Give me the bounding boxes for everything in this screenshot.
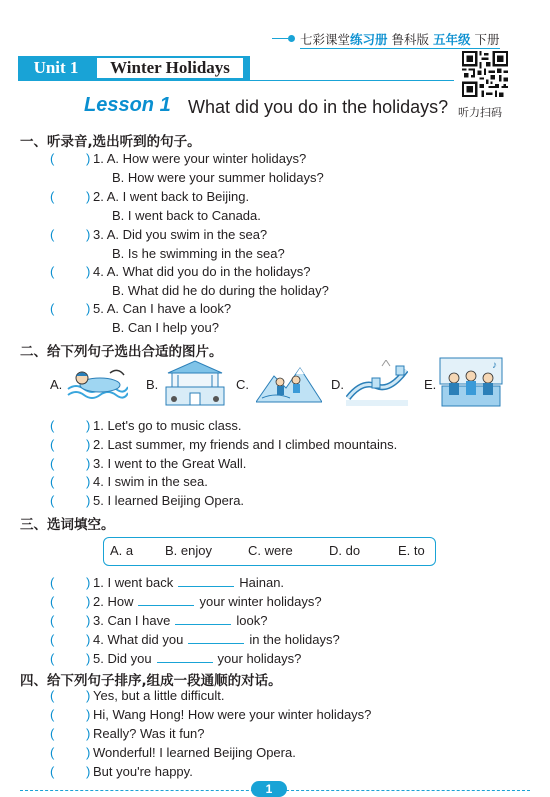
question-line xyxy=(93,301,231,316)
answer-paren-close: ) xyxy=(86,707,91,722)
option-b: B. Is he swimming in the sea? xyxy=(112,246,285,261)
answer-paren-open: ( xyxy=(50,301,55,316)
option-a: A. Did you swim in the sea? xyxy=(106,227,268,242)
answer-paren-close: ) xyxy=(86,151,91,166)
qr-caption: 听力扫码 xyxy=(458,106,502,119)
question-number: 3. xyxy=(93,613,104,628)
dialogue-line: Wonderful! I learned Beijing Opera. xyxy=(93,745,296,760)
answer-paren-close: ) xyxy=(86,437,91,452)
answer-paren-close: ) xyxy=(86,613,91,628)
sentence-end: in the holidays? xyxy=(249,632,340,647)
answer-paren-open: ( xyxy=(50,632,55,647)
picture-label-e: E. xyxy=(424,377,437,392)
answer-paren-open: ( xyxy=(50,189,55,204)
great-wall-picture-icon xyxy=(346,360,408,406)
answer-paren-open: ( xyxy=(50,474,55,489)
section-1-heading: 一、听录音,选出听到的句子。 xyxy=(20,134,201,150)
answer-paren-open: ( xyxy=(50,227,55,242)
question-line xyxy=(93,189,249,204)
lesson-label: Lesson 1 xyxy=(84,94,171,116)
dialogue-line: But you're happy. xyxy=(93,764,193,779)
blank-line[interactable] xyxy=(188,632,244,644)
question-number: 5. xyxy=(93,301,104,316)
question-number: 5. xyxy=(93,651,104,666)
header-brand: 练习册 xyxy=(350,32,388,47)
svg-text:♪: ♪ xyxy=(492,360,497,371)
header-dot xyxy=(288,35,295,42)
sentence-start: Can I have xyxy=(107,613,171,628)
answer-paren-open: ( xyxy=(50,264,55,279)
book-header xyxy=(300,30,500,48)
question-number: 4. xyxy=(93,632,104,647)
answer-paren-close: ) xyxy=(86,632,91,647)
header-underline xyxy=(300,48,500,49)
option-b: B. How were your summer holidays? xyxy=(112,170,324,185)
picture-label-c: C. xyxy=(236,377,249,392)
lesson-title: What did you do in the holidays? xyxy=(188,97,449,117)
match-sentence: 3. I went to the Great Wall. xyxy=(93,456,247,471)
sentence-start: I went back xyxy=(107,575,174,590)
answer-paren-open: ( xyxy=(50,437,55,452)
answer-paren-open: ( xyxy=(50,613,55,628)
option-b: B. I went back to Canada. xyxy=(112,208,261,223)
answer-paren-close: ) xyxy=(86,474,91,489)
blank-line[interactable] xyxy=(138,594,194,606)
page-number: 1 xyxy=(251,781,287,797)
answer-paren-open: ( xyxy=(50,575,55,590)
answer-paren-close: ) xyxy=(86,594,91,609)
answer-paren-close: ) xyxy=(86,764,91,779)
answer-paren-open: ( xyxy=(50,651,55,666)
word-option: E. to xyxy=(398,543,425,558)
header-grade: 五年级 xyxy=(433,32,471,47)
answer-paren-close: ) xyxy=(86,189,91,204)
dialogue-line: Really? Was it fun? xyxy=(93,726,205,741)
answer-paren-open: ( xyxy=(50,594,55,609)
sentence-end: your winter holidays? xyxy=(199,594,322,609)
answer-paren-close: ) xyxy=(86,456,91,471)
answer-paren-close: ) xyxy=(86,418,91,433)
answer-paren-close: ) xyxy=(86,227,91,242)
section-3-heading: 三、选词填空。 xyxy=(20,517,115,533)
option-a: A. How were your winter holidays? xyxy=(106,151,307,166)
sentence-end: look? xyxy=(236,613,268,628)
section-4-heading: 四、给下列句子排序,组成一段通顺的对话。 xyxy=(20,673,282,689)
answer-paren-open: ( xyxy=(50,456,55,471)
fill-blank-sentence xyxy=(93,613,267,628)
question-number: 4. xyxy=(93,264,104,279)
music-class-picture-icon xyxy=(438,356,504,410)
answer-paren-close: ) xyxy=(86,745,91,760)
answer-paren-open: ( xyxy=(50,418,55,433)
fill-blank-sentence xyxy=(93,575,284,590)
header-rule xyxy=(272,38,288,39)
header-volume: 下册 xyxy=(474,32,500,47)
answer-paren-open: ( xyxy=(50,151,55,166)
question-line xyxy=(93,227,267,242)
picture-label-d: D. xyxy=(331,377,344,392)
fill-blank-sentence xyxy=(93,651,301,666)
unit-label: Unit 1 xyxy=(33,58,79,77)
match-sentence: 5. I learned Beijing Opera. xyxy=(93,493,245,508)
word-option: D. do xyxy=(329,543,361,558)
question-number: 1. xyxy=(93,575,104,590)
question-line xyxy=(93,151,306,166)
match-sentence: 1. Let's go to music class. xyxy=(93,418,242,433)
option-a: A. What did you do in the holidays? xyxy=(106,264,311,279)
blank-line[interactable] xyxy=(178,575,234,587)
sentence-start: Did you xyxy=(107,651,152,666)
sentence-end: your holidays? xyxy=(217,651,302,666)
dialogue-line: Hi, Wang Hong! How were your winter holidays? xyxy=(93,707,372,722)
option-a: A. Can I have a look? xyxy=(106,301,232,316)
option-b: B. What did he do during the holiday? xyxy=(112,283,329,298)
answer-paren-close: ) xyxy=(86,688,91,703)
word-option: A. a xyxy=(110,543,134,558)
header-edition: 鲁科版 xyxy=(391,32,430,47)
question-number: 3. xyxy=(93,227,104,242)
word-option: B. enjoy xyxy=(165,543,212,558)
picture-label-b: B. xyxy=(146,377,159,392)
blank-line[interactable] xyxy=(157,651,213,663)
answer-paren-open: ( xyxy=(50,707,55,722)
swimming-picture-icon xyxy=(66,361,128,403)
sentence-start: What did you xyxy=(107,632,184,647)
answer-paren-close: ) xyxy=(86,301,91,316)
blank-line[interactable] xyxy=(175,613,231,625)
sentence-start: How xyxy=(107,594,134,609)
question-line xyxy=(93,264,311,279)
unit-rule xyxy=(18,80,454,81)
match-sentence: 2. Last summer, my friends and I climbed mountains. xyxy=(93,437,398,452)
fill-blank-sentence xyxy=(93,594,322,609)
answer-paren-open: ( xyxy=(50,493,55,508)
answer-paren-close: ) xyxy=(86,651,91,666)
question-number: 2. xyxy=(93,594,104,609)
sentence-end: Hainan. xyxy=(239,575,285,590)
answer-paren-close: ) xyxy=(86,575,91,590)
palace-picture-icon xyxy=(164,357,226,407)
match-sentence: 4. I swim in the sea. xyxy=(93,474,208,489)
question-number: 2. xyxy=(93,189,104,204)
picture-label-a: A. xyxy=(50,377,63,392)
word-option: C. were xyxy=(248,543,293,558)
question-number: 1. xyxy=(93,151,104,166)
qr-code-icon[interactable] xyxy=(462,51,508,97)
answer-paren-close: ) xyxy=(86,264,91,279)
answer-paren-open: ( xyxy=(50,745,55,760)
section-2-heading: 二、给下列句子选出合适的图片。 xyxy=(20,344,223,360)
option-b: B. Can I help you? xyxy=(112,320,219,335)
answer-paren-open: ( xyxy=(50,764,55,779)
option-a: A. I went back to Beijing. xyxy=(106,189,250,204)
header-pre: 七彩课堂 xyxy=(300,32,351,47)
answer-paren-close: ) xyxy=(86,493,91,508)
answer-paren-open: ( xyxy=(50,726,55,741)
fill-blank-sentence xyxy=(93,632,340,647)
answer-paren-close: ) xyxy=(86,726,91,741)
mountain-climbing-picture-icon xyxy=(256,358,322,406)
answer-paren-open: ( xyxy=(50,688,55,703)
unit-title: Winter Holidays xyxy=(97,58,243,78)
dialogue-line: Yes, but a little difficult. xyxy=(93,688,225,703)
